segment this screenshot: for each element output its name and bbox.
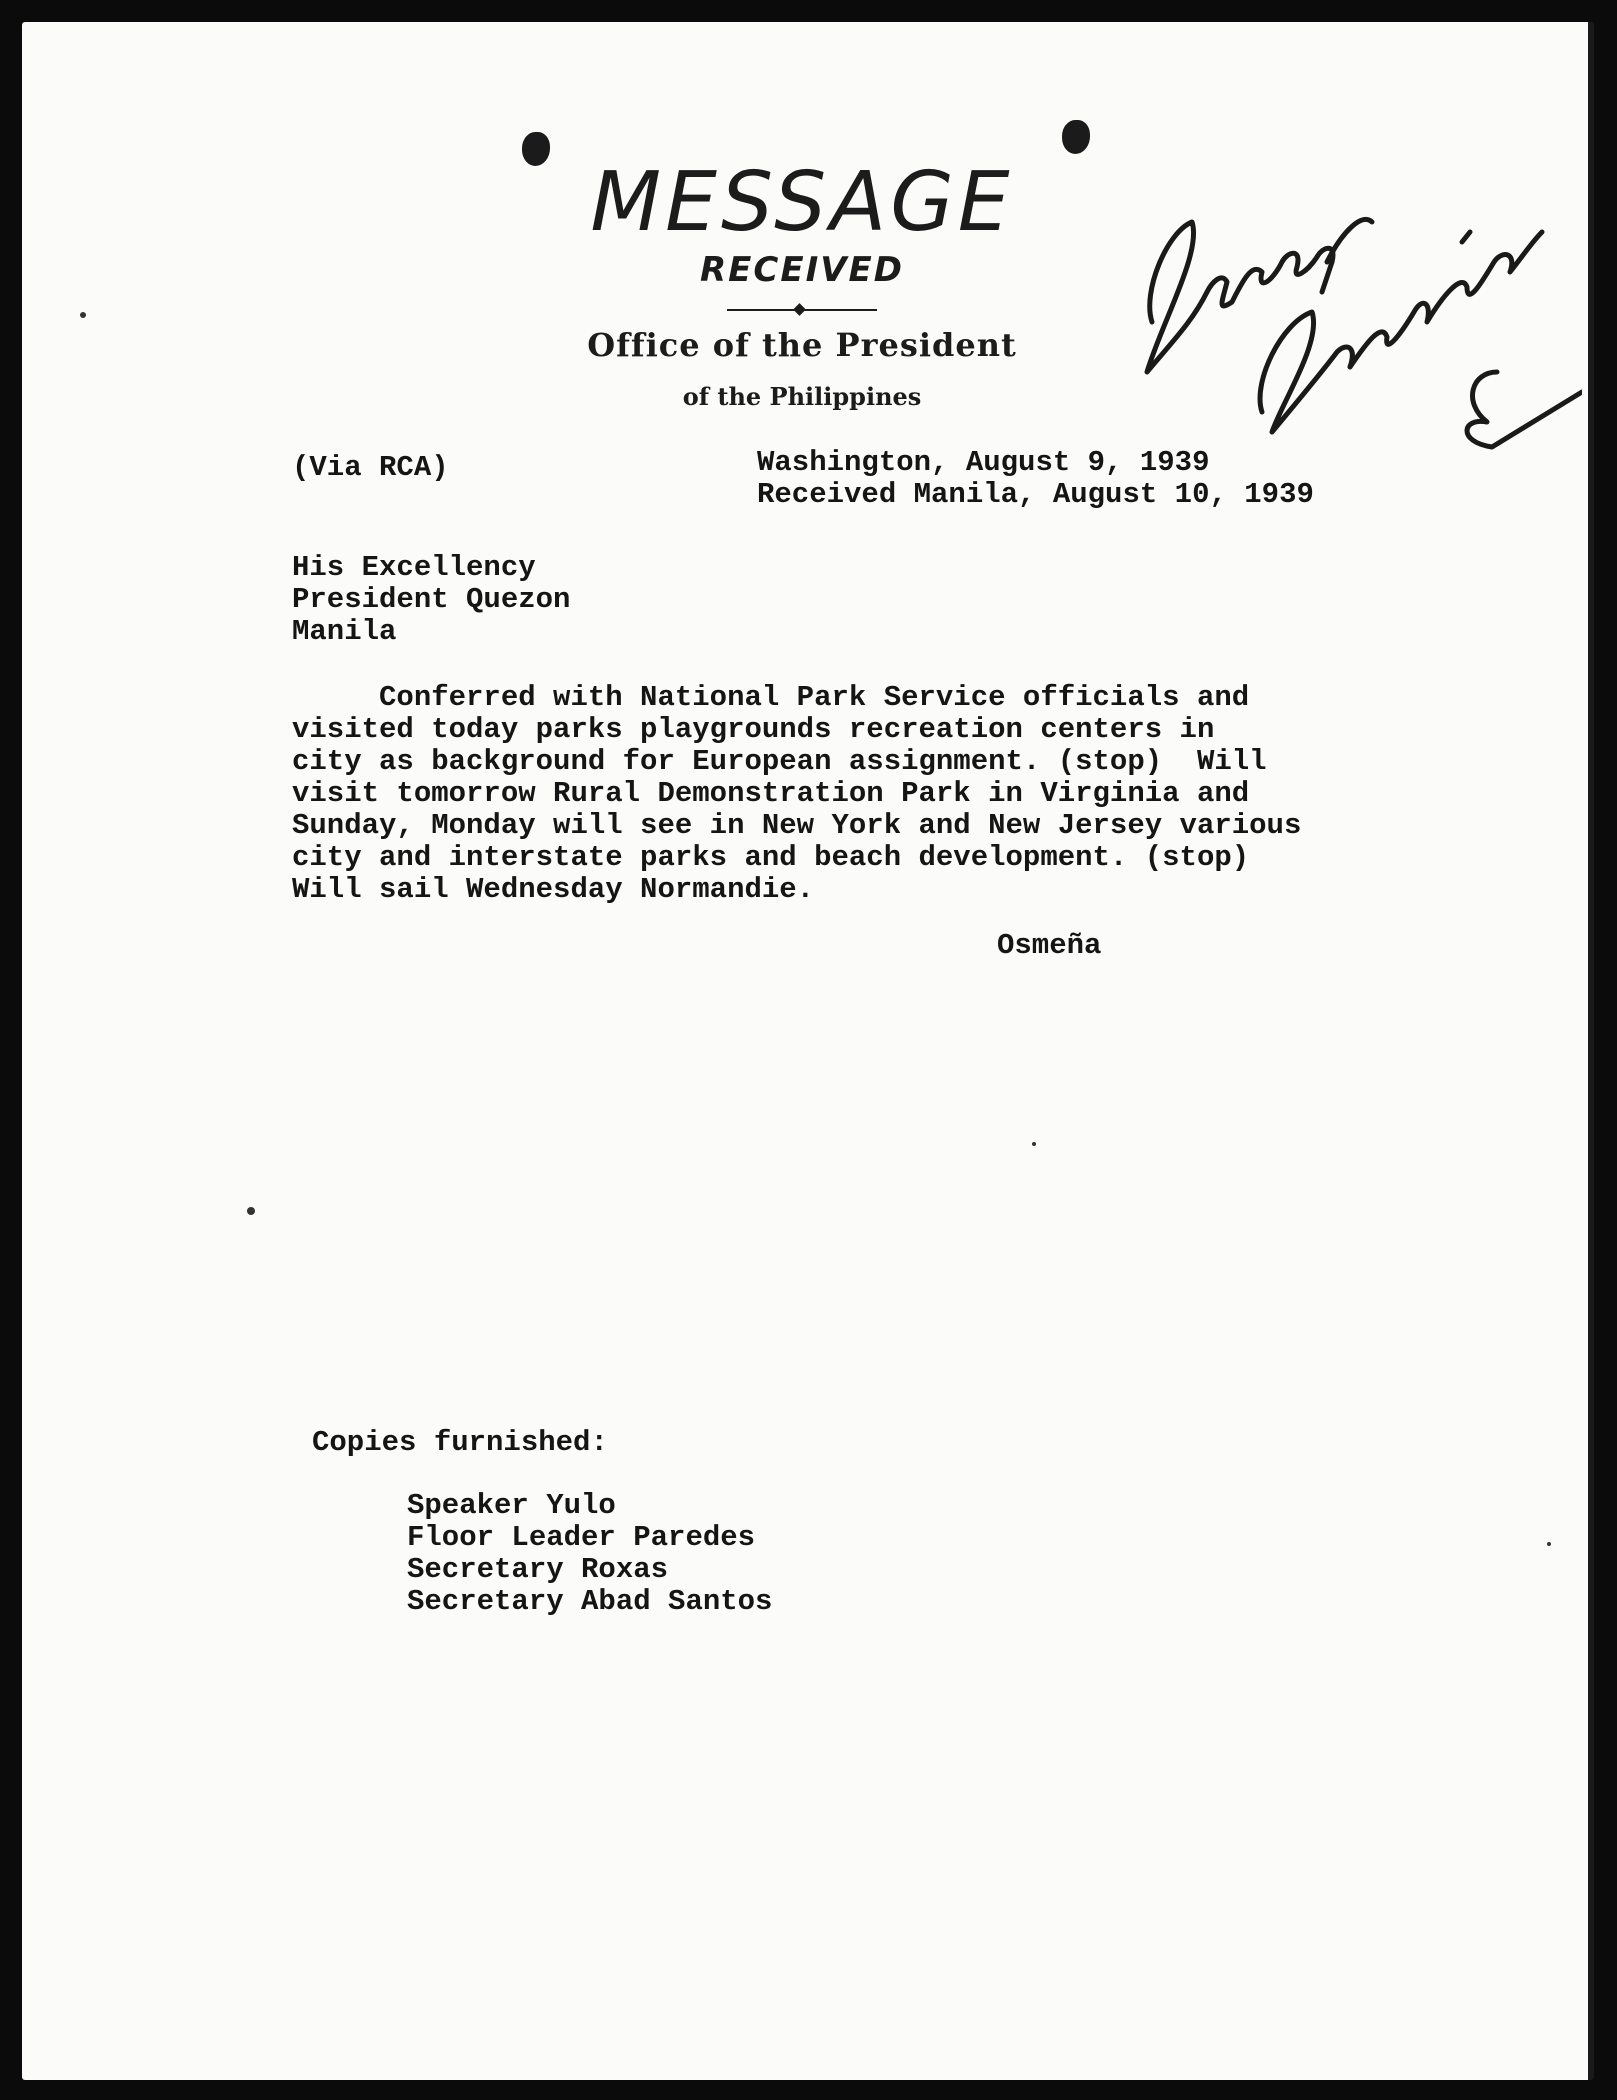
address-line: President Quezon — [292, 583, 571, 616]
body-line: visit tomorrow Rural Demonstration Park in Virginia and — [292, 777, 1250, 810]
letterhead — [462, 155, 1142, 411]
handwritten-annotation-icon — [1122, 172, 1582, 452]
copies-heading: Copies furnished: — [312, 1426, 608, 1459]
paper-speck — [1547, 1542, 1551, 1546]
list-item: Secretary Roxas — [407, 1553, 669, 1586]
list-item: Floor Leader Paredes — [407, 1521, 756, 1554]
message-body — [292, 682, 1301, 906]
dateline-sent: Washington, August 9, 1939 — [757, 446, 1210, 479]
body-line: city as background for European assignment. (stop) Will — [292, 745, 1267, 778]
letterhead-subtitle: RECEIVED — [700, 250, 904, 290]
letterhead-country: of the Philippines — [682, 382, 922, 411]
letterhead-office: Office of the President — [587, 326, 1017, 364]
list-item: Speaker Yulo — [407, 1489, 616, 1522]
dateline — [757, 447, 1314, 511]
letterhead-title: MESSAGE — [590, 155, 1014, 250]
letterhead-divider — [727, 304, 877, 316]
list-item: Secretary Abad Santos — [407, 1585, 773, 1618]
punch-hole-right — [1062, 120, 1090, 154]
body-line: Conferred with National Park Service officials and — [292, 681, 1250, 714]
addressee-block — [292, 552, 570, 648]
dateline-received: Received Manila, August 10, 1939 — [757, 478, 1314, 511]
body-line: visited today parks playgrounds recreation centers in — [292, 713, 1215, 746]
address-line: His Excellency — [292, 551, 536, 584]
address-line: Manila — [292, 615, 397, 648]
paper-speck — [80, 312, 86, 318]
transmission-via: (Via RCA) — [292, 451, 449, 484]
document-page — [22, 22, 1594, 2080]
signature: Osmeña — [997, 929, 1102, 962]
punch-hole-left — [522, 132, 550, 166]
body-line: city and interstate parks and beach development. (stop) — [292, 841, 1250, 874]
body-line: Will sail Wednesday Normandie. — [292, 873, 815, 906]
copies-list — [407, 1490, 772, 1618]
body-line: Sunday, Monday will see in New York and New Jersey various — [292, 809, 1302, 842]
paper-speck — [247, 1207, 255, 1215]
paper-speck — [1032, 1142, 1036, 1146]
